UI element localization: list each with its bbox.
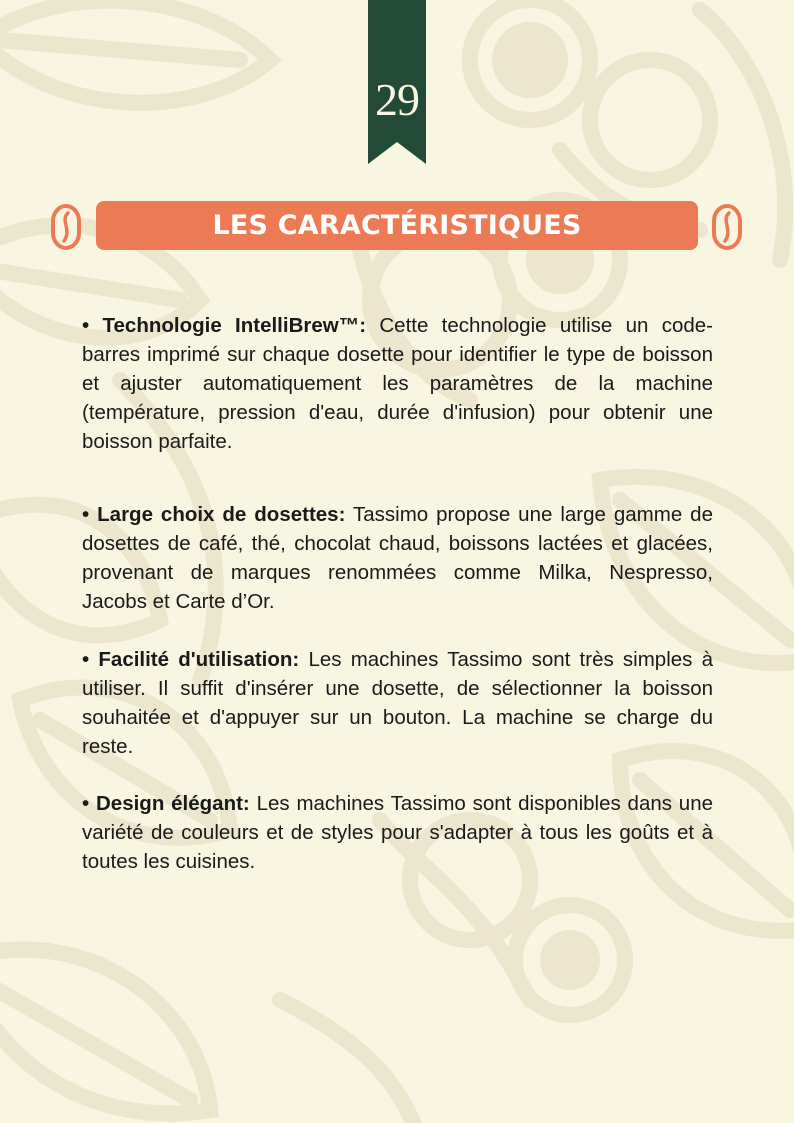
feature-label: Facilité d'utilisation: [98,648,300,671]
feature-text: Les machines Tassimo sont disponibles dans une variété de couleurs et de styles pour s'adapter à tous les goûts et à toutes les cuisines. [82,792,714,873]
bullet: • [82,314,90,337]
feature-item [82,645,713,761]
feature-item [82,500,713,616]
feature-item [82,789,713,876]
bullet: • [82,792,90,815]
features-list [82,311,713,876]
page-number: 29 [375,74,419,125]
feature-label: Technologie IntelliBrew™: [102,314,367,337]
feature-text: Tassimo propose une large gamme de dosettes de café, thé, chocolat chaud, boissons lactées et glacées, provenant de marques renommées comme Milka, Nespresso, Jacobs et Carte d’Or. [82,503,713,613]
feature-label: Large choix de dosettes: [97,503,346,526]
bullet: • [82,648,90,671]
section-title-bar [96,201,698,250]
coffee-bean-icon [712,204,742,250]
section-title: LES CARACTÉRISTIQUES [212,210,582,241]
feature-text: Cette technologie utilise un code-barres imprimé sur chaque dosette pour identifier le type de boisson et ajuster automatiquement les paramètres de la machine (température, pression d'eau, durée d'infusion) pour obtenir une boisson parfaite. [82,314,713,453]
coffee-bean-icon [51,204,81,250]
feature-item [82,311,713,456]
feature-text: Les machines Tassimo sont très simples à utiliser. Il suffit d'insérer une dosette, de sélectionner la boisson souhaitée et d'appuyer sur un bouton. La machine se charge du reste. [82,648,713,758]
feature-label: Design élégant: [96,792,250,815]
bullet: • [82,503,90,526]
